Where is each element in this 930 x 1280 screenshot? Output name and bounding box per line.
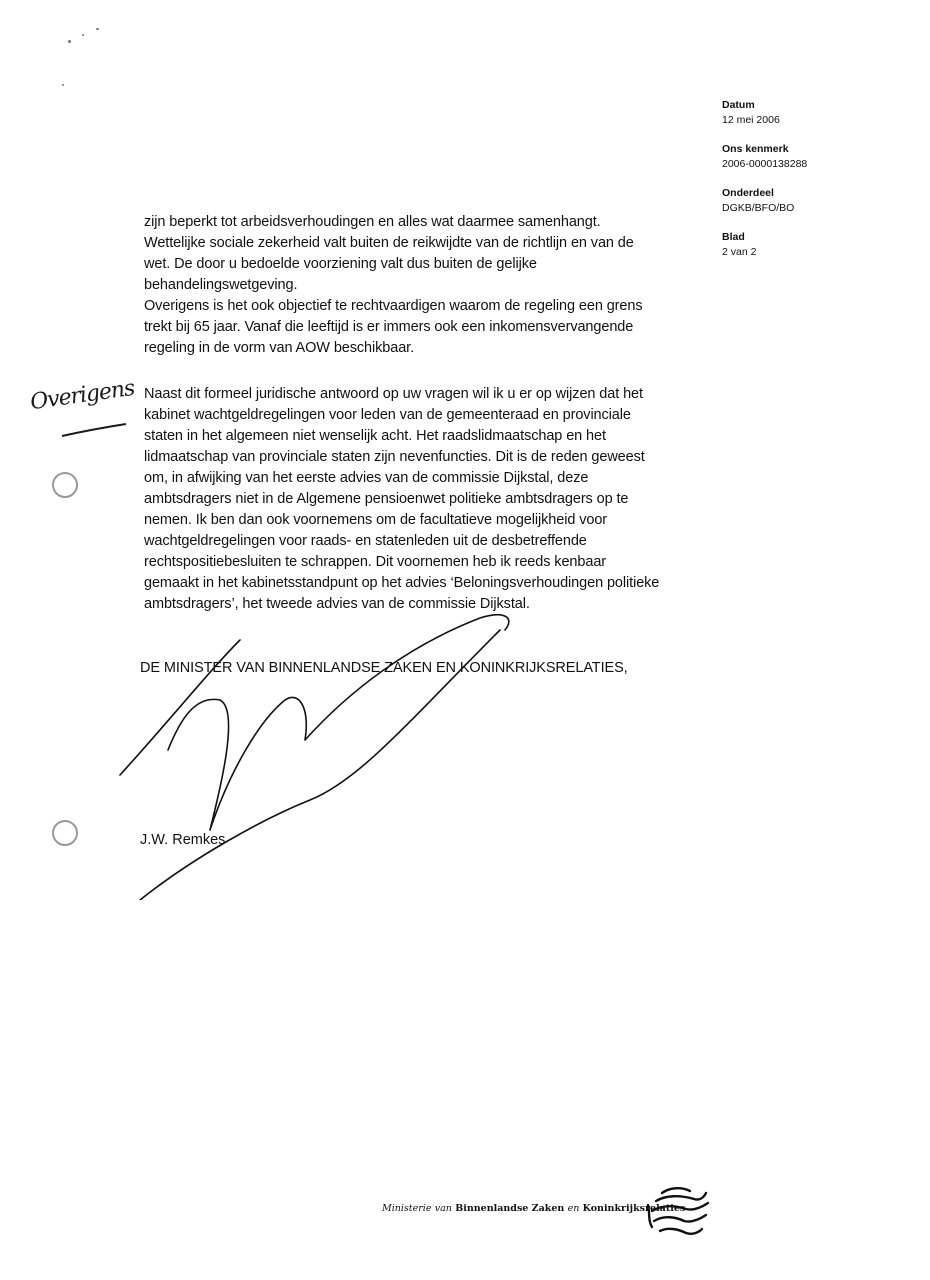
text-line: Wettelijke sociale zekerheid valt buiten de reikwijdte van de richtlijn en van de <box>144 235 634 251</box>
footer-van: van <box>434 1203 452 1214</box>
text-line: trekt bij 65 jaar. Vanaf die leeftijd is er immers ook een inkomensvervangende <box>144 319 634 335</box>
footer-ministry-word: Ministerie <box>382 1203 432 1214</box>
text-line: rechtspositiebesluiten te schrappen. Dit voornemen heb ik reeds kenbaar <box>144 554 607 570</box>
text-line: staten in het algemeen niet wenselijk acht. Het raadslidmaatschap en het <box>144 428 606 444</box>
date-value: 12 mei 2006 <box>722 114 780 126</box>
text-line: Overigens is het ook objectief te rechtvaardigen waarom de regeling een grens <box>144 298 643 314</box>
text-line: regeling in de vorm van AOW beschikbaar. <box>144 340 415 356</box>
page-number-label: Blad <box>722 231 745 243</box>
reference-block <box>722 142 912 172</box>
department-label: Onderdeel <box>722 187 774 199</box>
department-block <box>722 186 912 216</box>
page-number-block <box>722 230 912 260</box>
ministry-footer <box>382 1203 685 1214</box>
date-label: Datum <box>722 99 755 111</box>
text-line: behandelingswetgeving. <box>144 277 298 293</box>
reference-label: Ons kenmerk <box>722 143 789 155</box>
paragraph-1 <box>144 212 704 359</box>
page-number-value: 2 van 2 <box>722 246 757 258</box>
footer-name-part2: Koninkrijksrelaties <box>582 1203 686 1214</box>
text-line: nemen. Ik ben dan ook voornemens om de facultatieve mogelijkheid voor <box>144 512 608 528</box>
margin-note-underline <box>60 420 130 440</box>
scan-speck <box>68 40 71 43</box>
text-line: zijn beperkt tot arbeidsverhoudingen en alles wat daarmee samenhangt. <box>144 214 601 230</box>
department-value: DGKB/BFO/BO <box>722 202 795 214</box>
text-line: ambtsdragers niet in de Algemene pensioenwet politieke ambtsdragers op te <box>144 491 629 507</box>
text-line: Naast dit formeel juridische antwoord op uw vragen wil ik u er op wijzen dat het <box>144 386 643 402</box>
date-block <box>722 98 912 128</box>
reference-value: 2006-0000138288 <box>722 158 808 170</box>
text-line: lidmaatschap van provinciale staten zijn nevenfuncties. Dit is de reden geweest <box>144 449 645 465</box>
signatory-name: J.W. Remkes <box>140 832 226 848</box>
paragraph-2 <box>144 384 704 615</box>
scan-speck <box>96 28 99 30</box>
scan-speck <box>82 34 84 36</box>
punch-hole <box>52 472 78 498</box>
text-line: kabinet wachtgeldregelingen voor leden van de gemeenteraad en provinciale <box>144 407 631 423</box>
text-line: wachtgeldregelingen voor raads- en statenleden uit de desbetreffende <box>144 533 587 549</box>
text-line: ambtsdragers’, het tweede advies van de commissie Dijkstal. <box>144 596 530 612</box>
handwritten-margin-note: Overigens <box>28 375 136 416</box>
footer-conj: en <box>567 1203 580 1214</box>
punch-hole <box>52 820 78 846</box>
scan-speck <box>62 84 64 86</box>
lion-logo-icon <box>644 1183 714 1243</box>
text-line: wet. De door u bedoelde voorziening valt dus buiten de gelijke <box>144 256 537 272</box>
reference-column <box>722 98 912 274</box>
text-line: gemaakt in het kabinetsstandpunt op het advies ‘Beloningsverhoudingen politieke <box>144 575 660 591</box>
footer-name-part1: Binnenlandse Zaken <box>455 1203 565 1214</box>
closing-line: DE MINISTER VAN BINNENLANDSE ZAKEN EN KONINKRIJKSRELATIES, <box>140 660 628 676</box>
text-line: om, in afwijking van het eerste advies van de commissie Dijkstal, deze <box>144 470 589 486</box>
handwritten-signature <box>110 600 530 900</box>
